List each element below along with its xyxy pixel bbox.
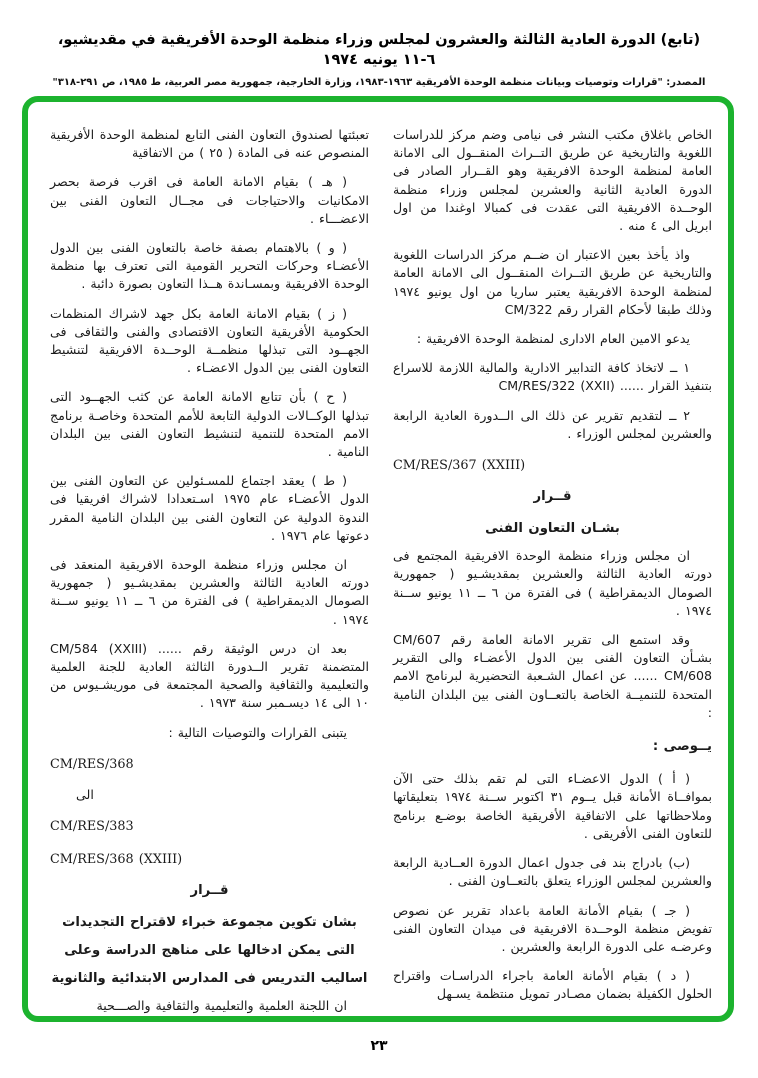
paragraph: واذ يأخذ بعين الاعتبار ان ضــم مركز الدراسات اللغوية والتاريخية عن طريق التــراث المنقــول الى الامانة العامة لمنظمة الوحدة الافريقية يعتبر ساريا من اول يونيو ١٩٧٤ وذلك طبقا لأحكام القرار رقم CM/322 [393, 247, 712, 317]
page-title: (تابع) الدورة العادية الثالثة والعشرون لمجلس وزراء منظمة الوحدة الأفريقية في مقديشيو، ٦-١١ يونيه ١٩٧٤ [57, 32, 701, 69]
content-frame [22, 96, 734, 1022]
paragraph: ان مجلس وزراء منظمة الوحدة الافريقية المجتمع فى دورته العادية الثالثة والعشرين بمقديشـيو ( جمهورية الصومال الديمقراطية ) فى الفترة من ٦ ــ ١١ يونيو ســنة ١٩٧٤ . [393, 548, 712, 618]
paragraph: يــوصى : [652, 739, 712, 755]
two-column-text [28, 102, 728, 1016]
paragraph: بعد ان درس الوثيقة رقم ...... CM/584 (XXIII) المتضمنة تقرير الــدورة الثالثة العادية للجنة العلمية والتعليمية والثقافية والصحية المجتمعة فى موريشـيوس من ١٠ الى ١٤ ديسـمبر سنة ١٩٧٣ . [50, 640, 369, 711]
paragraph: (ب) بادراج بند فى جدول اعمال الدورة العــادية الرابعة والعشرين لمجلس الوزراء يتعلق بالتعــاون الفنى . [393, 855, 712, 889]
column-right [393, 126, 712, 1002]
paragraph: التى يمكن ادخالها على مناهج الدراسة وعلى [64, 942, 355, 958]
paragraph: CM/RES/367 (XXIII) [393, 458, 526, 474]
paragraph: يدعو الامين العام الادارى لمنظمة الوحدة الافريقية : [416, 331, 690, 347]
paragraph: بشـان التعاون الفنى [485, 521, 620, 537]
paragraph: ( ط ) يعقد اجتماع للمسـئولين عن التعاون الفنى بين الدول الأعضـاء عام ١٩٧٥ اسـتعدادا لاشراك افريقيا فى الندوة الدولية عن التعاون الفنى بين البلدان النامية المقرر دعوتها عام ١٩٧٦ . [50, 473, 370, 543]
paragraph: يتبنى القرارات والتوصيات التالية : [168, 724, 347, 740]
paragraph: CM/RES/383 [50, 819, 134, 835]
paragraph: تعبئتها لصندوق التعاون الفنى التابع لمنظمة الوحدة الأفريقية المنصوص عنه فى المادة ( ٢٥ ) من الاتفاقية [50, 127, 369, 161]
paragraph: ( د ) بقيام الأمانة العامة باجراء الدراسـات واقتراح الحلول الكفيلة بضمان مصـادر تمويل منتظمة يسـهل [393, 968, 712, 1002]
column-left [50, 126, 370, 1013]
paragraph: ( ح ) بأن تتابع الامانة العامة عن كثب الجهــود التى تبذلها الوكــالات الدولية التابعة للأمم المتحدة وخاصـة برنامج الامم المتحدة للتنمية لتنشيط التعاون الفنى بين البلدان النامية . [50, 389, 369, 460]
paragraph: قــرار [190, 882, 229, 898]
paragraph: الى [76, 787, 94, 803]
paragraph: ( و ) بالاهتمام بصفة خاصة بالتعاون الفنى بين الدول الأعضـاء وحركات التحرير القومية التى تعترف بها منظمة الوحدة الافريقية وبمسـاندة هــذا التعاون بصورة دائبة . [50, 240, 369, 292]
paragraph: وقد استمع الى تقرير الامانة العامة رقم CM/607 بشـأن التعاون الفنى بين الدول الأعضـاء والى التقرير CM/608 ...... عن اعمال الشـعبة التحضيرية لبرنامج الامم المتحدة للتنميــة الخاصة بالتعــاون الفنى بين البلدان النامية : [393, 632, 712, 720]
paragraph: ( جـ ) بقيام الأمانة العامة باعداد تقرير عن نصوص تفويض منظمة الوحــدة الافريقية فى ميدان التعاون الفنى وعرضـه على الدورة الرابعة والعشرين . [393, 902, 712, 954]
paragraph: ١ ــ لاتخاذ كافة التدابير الادارية والمالية اللازمة للاسراع بتنفيذ القرار ...... CM/RES/322 (XXII) [393, 360, 712, 394]
paragraph: ( هـ ) بقيام الامانة العامة فى اقرب فرصة بحصر الامكانيات والاحتياجات فى مجــال التعاون الفنى بين الاعضـــاء . [50, 174, 369, 226]
paragraph: CM/RES/368 (XXIII) [50, 851, 183, 867]
page-header [0, 0, 758, 88]
paragraph: CM/RES/368 [50, 756, 134, 772]
paragraph: ( أ ) الدول الاعضـاء التى لم تقم بذلك حتى الآن بموافــاة الأمانة قبل يــوم ٣١ اكتوبر ســنة ١٩٧٤ بتعليقاتها وملاحظاتها على الاتفاقية الأفريقية الخاصة بوضـع برنامج للتعاون الفنى الأفريقى . [393, 771, 713, 841]
paragraph: اساليب التدريس فى المدارس الابتدائية والثانوية [51, 970, 368, 986]
paragraph: بشان تكوين مجموعة خبراء لاقتراح التجديدات [62, 914, 357, 930]
paragraph: الخاص باغلاق مكتب النشر فى نيامى وضم مركز للدراسات اللغوية والتاريخية عن طريق التــراث المنقــول الى الامانة العامة لمنظمة الوحدة الافريقية وهو القــرار الصادر فى الدورة العادية الثانية والعشرين لمجلس وزراء منظمة الوحــدة الافريقية التى عقدت فى كمبالا اوغندا من اول ابريل الى ٤ منه . [393, 127, 712, 234]
paragraph: ( ز ) بقيام الامانة العامة بكل جهد لاشراك المنظمات الحكومية الأفريقية التعاون الاقتصادى والفنى والثقافى فى الجهــود التى تبذلها منظمــة الوحــدة الافريقية لتنشيط التعاون الفنى بين الدول الاعضـاء . [50, 305, 369, 376]
paragraph: ٢ ــ لتقديم تقرير عن ذلك الى الــدورة العادية الرابعة والعشرين لمجلس الوزراء . [393, 407, 712, 441]
paragraph: ان مجلس وزراء منظمة الوحدة الافريقية المنعقد فى دورته العادية الثالثة والعشرين بمقديشـيو ( جمهورية الصومال الديمقراطية ) فى الفترة من ٦ ــ ١١ يونيو ســنة ١٩٧٤ . [50, 557, 369, 627]
paragraph: ان اللجنة العلمية والتعليمية والثقافية والصـــحية [96, 997, 347, 1013]
paragraph: قــرار [533, 489, 572, 505]
page-number: ٢٣ [370, 1038, 388, 1054]
source-citation: المصدر: "قرارات وتوصيات وبيانات منظمة الوحدة الأفريقية ١٩٦٣-١٩٨٣، وزارة الخارجية، جمهورية مصر العربية، ط ١٩٨٥، ص ٢٩١-٣١٨" [52, 76, 706, 88]
